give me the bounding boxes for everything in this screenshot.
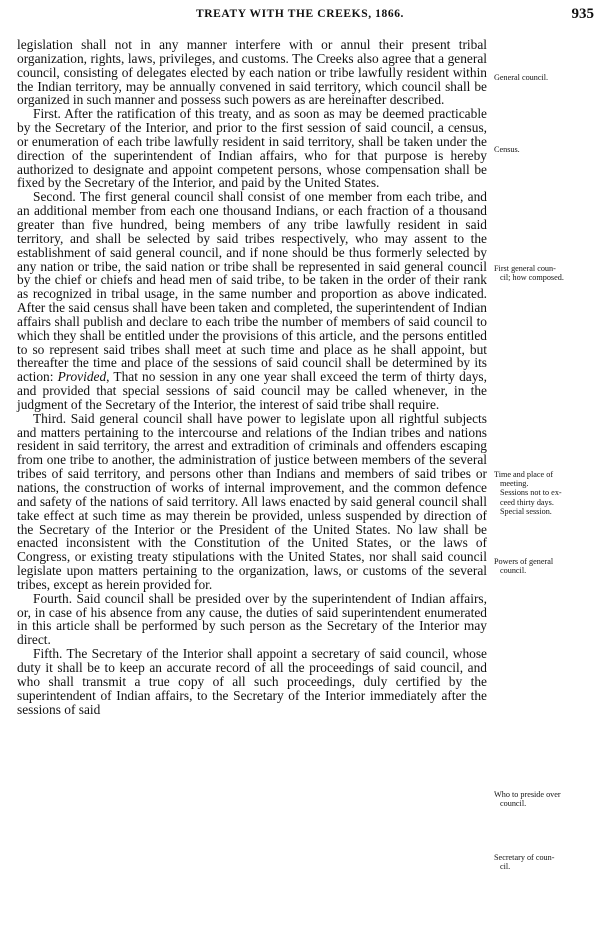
margin-note-text: First general coun- — [494, 264, 556, 273]
margin-note-time-place — [494, 470, 598, 516]
margin-note-powers — [494, 557, 598, 575]
margin-note-text: cil. — [500, 862, 511, 872]
margin-note-text: Time and place of — [494, 470, 554, 479]
margin-note-text: council. — [500, 799, 527, 809]
margin-note-text: Secretary of coun- — [494, 853, 555, 862]
paragraph-second-text: Second. The first general council shall consist of one member from each tribe, and an additional member from each one thousand Indians, or each fraction of a thousand greater than five hundred, being members of any tribe lawfully resident in said territory, and shall be selected by said tribes respectively, who may assent to the establishment of said general council, and if none should be thus formerly selected by any nation or tribe, the said nation or tribe shall be represented in said general council by the chief or chiefs and head men of said tribe, to be taken in the order of their rank as recognized in tribal usage, in the same number and proportion as above indicated. After the said census shall have been taken and completed, the superintendent of Indian affairs shall publish and declare to each tribe the number of members of said council to which they shall be entitled under the provisions of this article, and the persons entitled to so represent said tribes shall meet at such time and place as he shall appoint, but thereafter the time and place of the sessions of said council shall be determined by its action: — [17, 189, 487, 385]
margin-note-text: Powers of general — [494, 557, 554, 566]
margin-note-preside — [494, 790, 598, 808]
margin-note-text: meeting. — [500, 479, 529, 489]
provided-italic: Provided — [57, 369, 107, 385]
margin-note-text: Special session. — [500, 506, 552, 516]
margin-note-secretary — [494, 853, 598, 871]
margin-note-text: cil; how composed. — [500, 273, 564, 283]
margin-note-text: General council. — [494, 73, 549, 82]
paragraph-third: Third. Said general council shall have power to legislate upon all rightful subjects and matters pertaining to the intercourse and relations of the Indian tribes and nations resident in said territory, the arrest and extradition of criminals and offenders escaping from one tribe to another, the administration of justice between members of the several tribes of said territory, and persons other than Indians and members of said tribes or nations, the construction of works of internal improvement, and the common defence and safety of the nations of said territory. All laws enacted by said general council shall take effect at such time as may therein be provided, unless suspended by direction of the Secretary of the Interior or the President of the United States. No law shall be enacted inconsistent with the Constitution of the United States, or the laws of Congress, or existing treaty stipulations with the United States, nor shall said council legislate upon matters pertaining to the organization, laws, or customs of the several tribes, except as herein provided for. — [17, 410, 487, 592]
page-number: 935 — [571, 6, 594, 22]
paragraph-fourth: Fourth. Said council shall be presided over by the superintendent of Indian affairs, or, in case of his absence from any cause, the duties of said superintendent enumerated in this article shall be performed by such person as the Secretary of the Interior may direct. — [17, 590, 487, 648]
paragraph-continuation: legislation shall not in any manner interfere with or annul their present tribal organization, rights, laws, privileges, and customs. The Creeks also agree that a general council, consisting of delegates elected by each nation or tribe lawfully resident within the Indian territory, may be annually convened in said territory, which council shall be organized in such manner and possess such powers as are hereinafter described. — [17, 37, 487, 108]
margin-note-text: ceed thirty days. — [500, 497, 554, 507]
margin-note-text: Sessions not to ex- — [500, 488, 562, 498]
margin-note-text: Who to preside over — [494, 790, 561, 799]
running-head: TREATY WITH THE CREEKS, 1866. — [195, 8, 405, 20]
margin-note-first-council — [494, 264, 598, 282]
paragraph-fifth: Fifth. The Secretary of the Interior shall appoint a secretary of said council, whose duty it shall be to keep an accurate record of all the proceedings of said council, and who shall transmit a true copy of all such proceedings, duly certified by the superintendent of Indian affairs, to the Secretary of the Interior immediately after the sessions of said — [17, 646, 487, 717]
page-header — [0, 6, 600, 26]
margin-note-text: Census. — [494, 145, 520, 154]
margin-note-general-council — [494, 73, 598, 82]
margin-note-census — [494, 145, 598, 154]
margin-note-text: council. — [500, 566, 527, 576]
paragraph-second — [17, 190, 487, 412]
treaty-body-text — [17, 38, 487, 716]
paragraph-second-proviso: , That no session in any one year shall exceed the term of thirty days, and provided that special sessions of said council may be called whenever, in the judgment of the Secretary of the Interior, the interest of said tribe shall require. — [17, 369, 487, 412]
paragraph-first: First. After the ratification of this treaty, and as soon as may be deemed practicable by the Secretary of the Interior, and prior to the first session of said council, a census, or enumeration of each tribe lawfully resident in said territory, shall be taken under the direction of the superintendent of Indian affairs, who for that purpose is hereby authorized to designate and appoint competent persons, whose compensation shall be fixed by the Secretary of the Interior, and paid by the United States. — [17, 106, 487, 191]
